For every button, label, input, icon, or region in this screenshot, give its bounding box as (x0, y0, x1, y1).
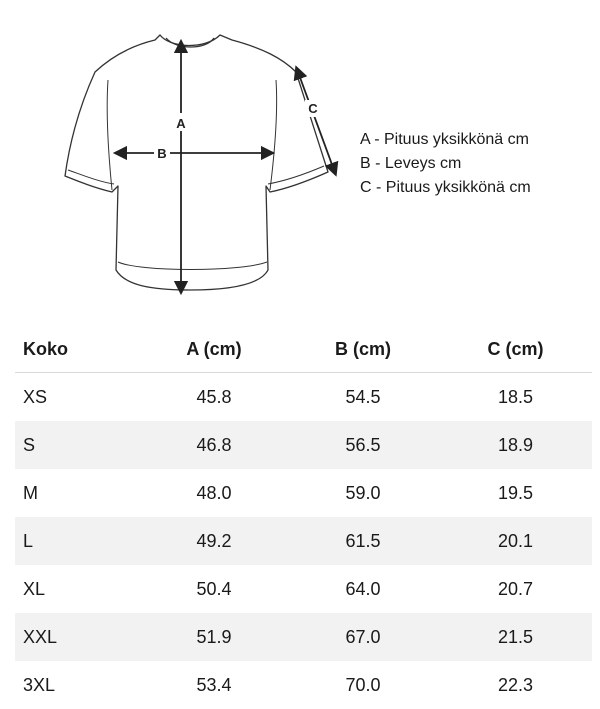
cell-b: 59.0 (345, 482, 381, 503)
cell-size: XS (23, 386, 48, 407)
cell-c: 20.7 (497, 578, 534, 599)
cell-b: 54.5 (345, 386, 381, 407)
legend-c: C - Pituus yksikkönä cm (360, 179, 531, 196)
cell-size: L (15, 517, 141, 565)
table-row (15, 469, 592, 517)
cell-b: 56.5 (287, 421, 439, 469)
legend-b: B - Leveys cm (360, 155, 462, 172)
header-c: C (cm) (439, 326, 592, 373)
cell-a: 51.9 (141, 613, 287, 661)
cell-size: 3XL (23, 674, 56, 695)
table-row (15, 565, 592, 613)
cell-a: 49.2 (141, 517, 287, 565)
cell-a: 46.8 (141, 421, 287, 469)
table-row (15, 373, 592, 422)
measurement-legend (360, 128, 531, 200)
cell-a: 48.0 (196, 482, 232, 503)
label-c: C (308, 101, 318, 116)
header-a: A (cm) (141, 326, 287, 373)
cell-c: 18.5 (497, 386, 534, 407)
cell-b: 70.0 (345, 674, 381, 695)
cell-size: XL (23, 578, 46, 599)
label-a: A (176, 116, 186, 131)
cell-b: 64.0 (345, 578, 381, 599)
table-row (15, 517, 592, 565)
cell-size: M (23, 482, 38, 503)
cell-a: 53.4 (196, 674, 232, 695)
table-row (15, 661, 592, 709)
cell-a: 50.4 (196, 578, 232, 599)
cell-c: 19.5 (497, 482, 534, 503)
legend-a: A - Pituus yksikkönä cm (360, 131, 529, 148)
table-row (15, 613, 592, 661)
cell-size: XXL (15, 613, 141, 661)
tshirt-outline (65, 35, 328, 290)
cell-c: 18.9 (439, 421, 592, 469)
label-b: B (157, 146, 167, 161)
cell-size: S (15, 421, 141, 469)
table-header-row (15, 326, 592, 373)
cell-b: 61.5 (287, 517, 439, 565)
header-size: Koko (15, 326, 141, 373)
size-table (15, 326, 592, 709)
cell-c: 21.5 (439, 613, 592, 661)
cell-c: 22.3 (497, 674, 534, 695)
table-row (15, 421, 592, 469)
cell-b: 67.0 (287, 613, 439, 661)
cell-c: 20.1 (439, 517, 592, 565)
cell-a: 45.8 (196, 386, 232, 407)
header-b: B (cm) (287, 326, 439, 373)
